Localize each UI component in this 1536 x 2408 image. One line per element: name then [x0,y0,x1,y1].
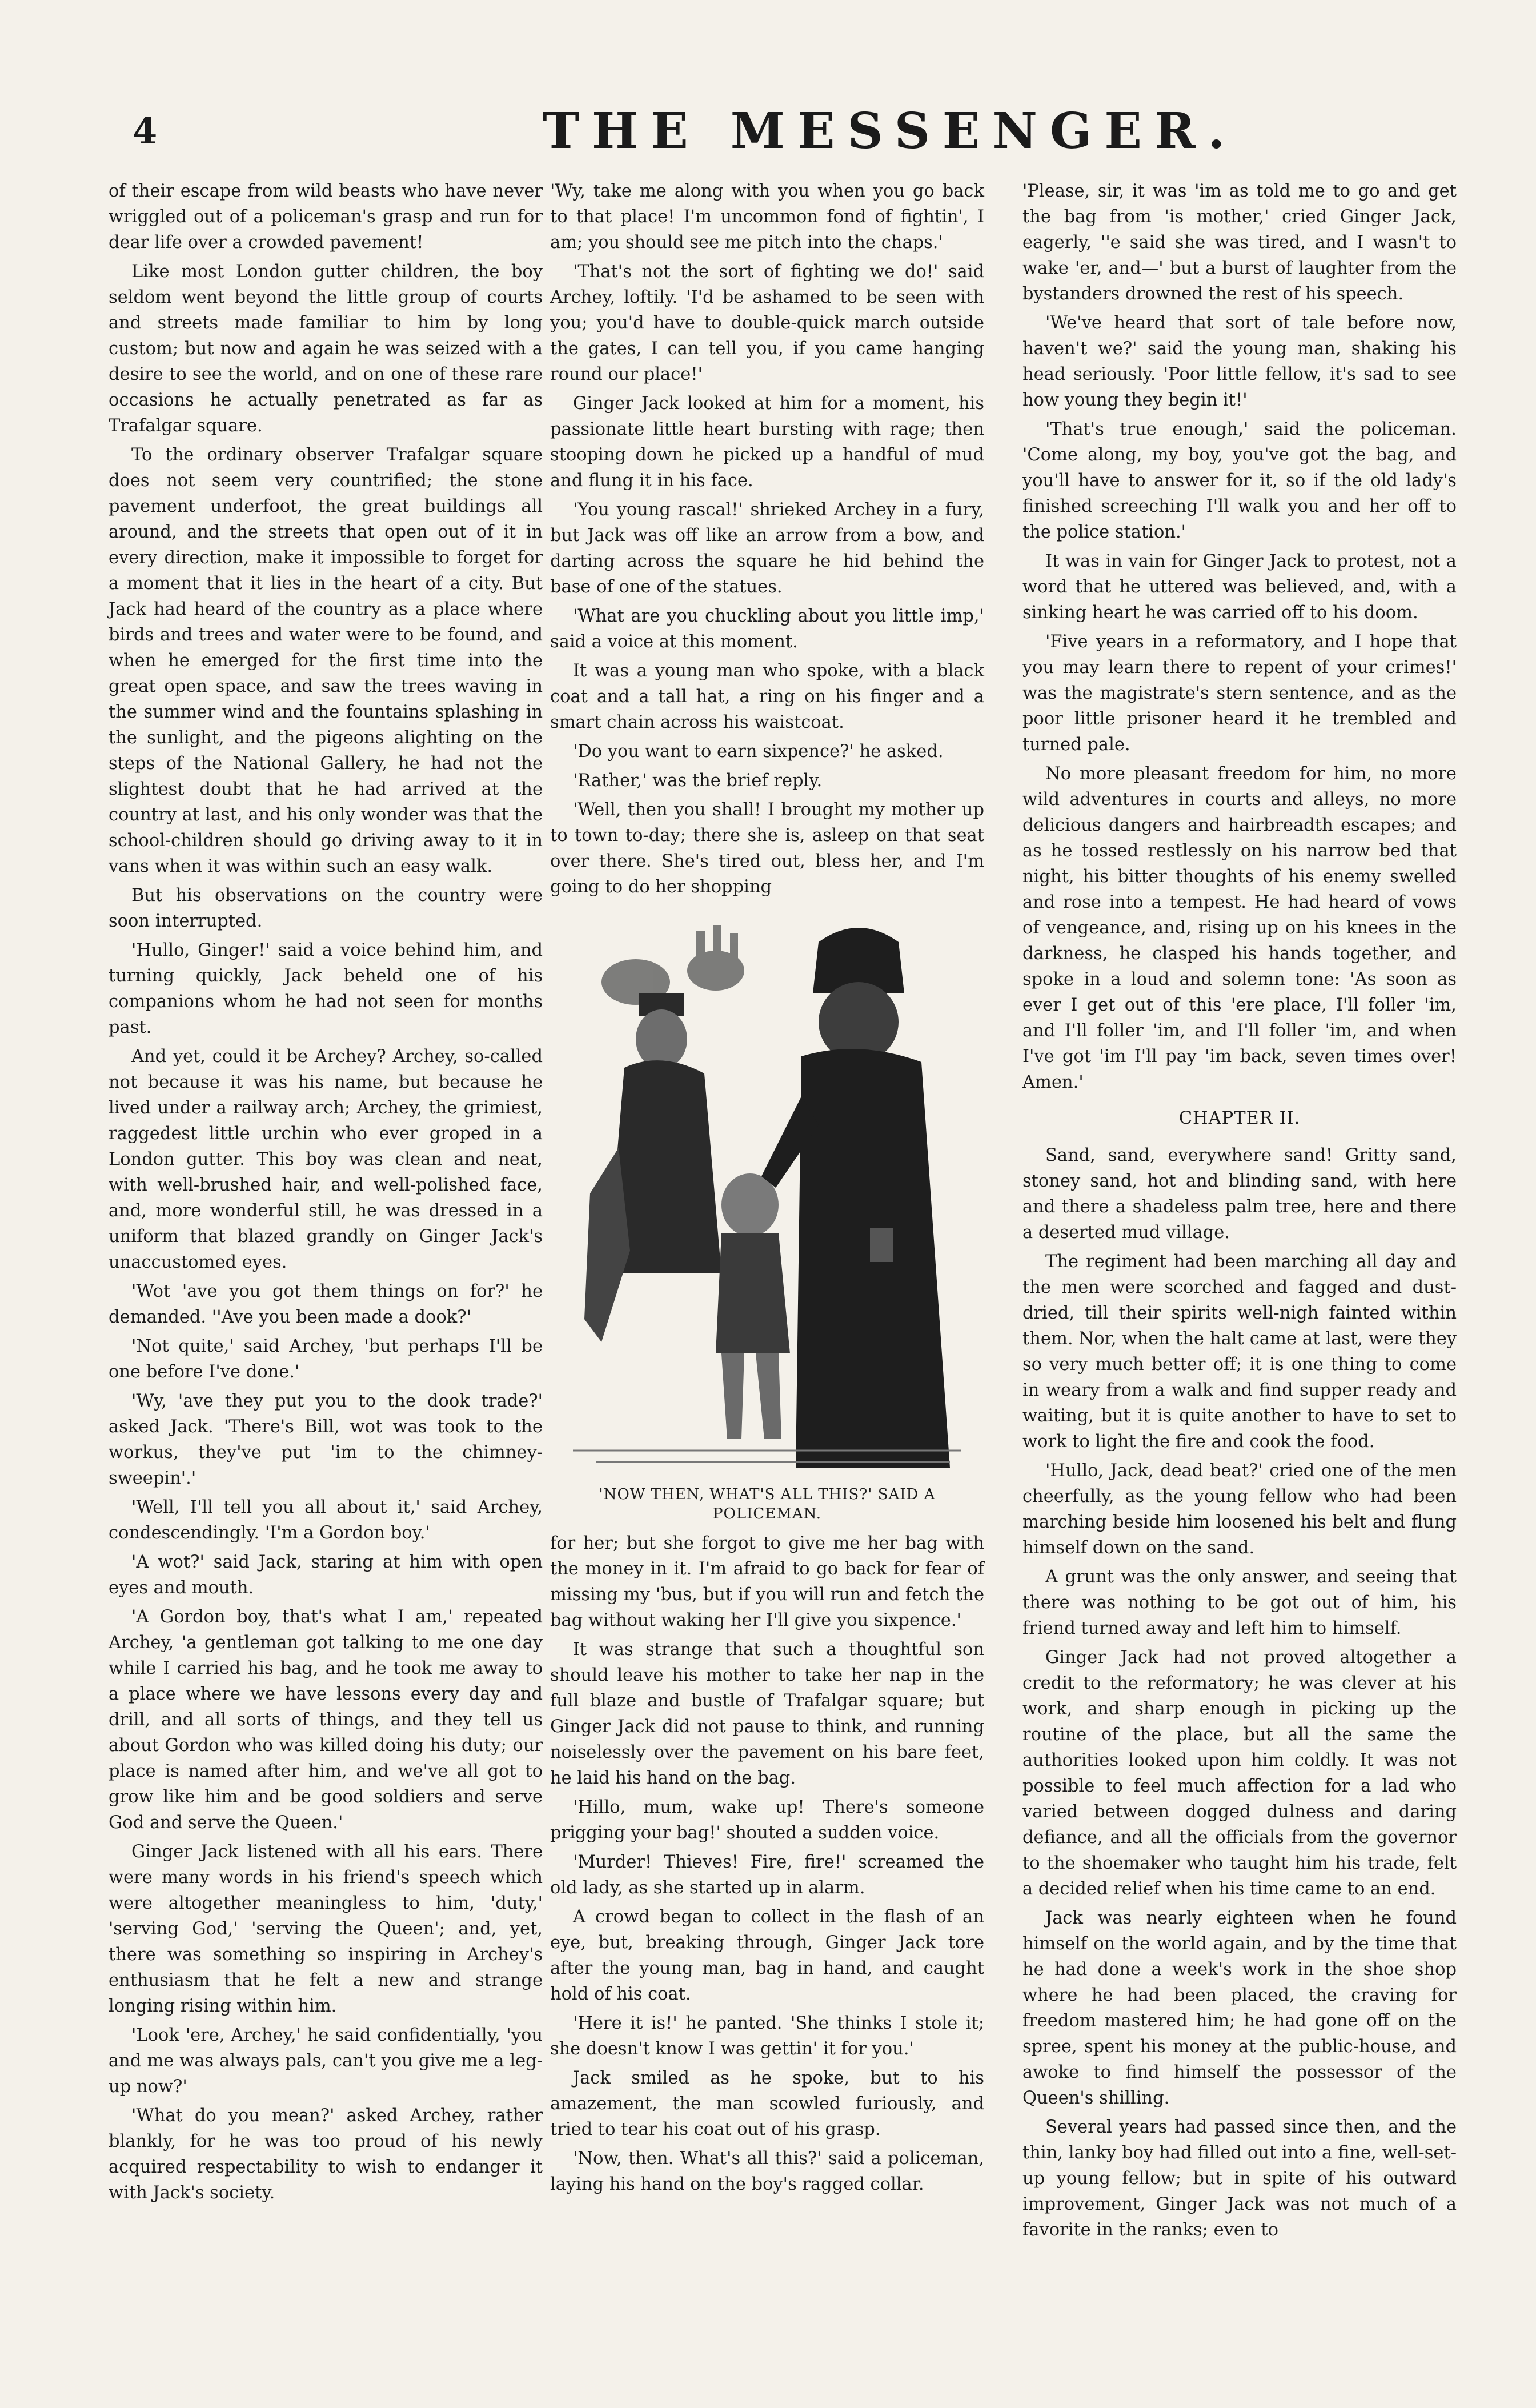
paragraph: 'Look 'ere, Archey,' he said confidentially, 'you and me was always pals, can't you give me a leg-up now?' [109,2025,543,2097]
paragraph: Ginger Jack listened with all his ears. There were many words in his friend's speech which were altogether meaningless to him, 'duty,' 'serving God,' 'serving the Queen'; and, yet, there was something so inspiring in Archey's enthusiasm that he felt a new and strange longing rising within him. [109,1842,543,2016]
paragraph: Like most London gutter children, the boy seldom went beyond the little group of courts and streets made familiar to him by long custom; but now and again he was seized with a desire to see the world, and on one of these rare occasions he actually penetrated as far as Trafalgar square. [109,262,543,436]
paragraph: It was a young man who spoke, with a black coat and a tall hat, a ring on his finger and a smart chain across his waistcoat. [550,661,984,732]
paragraph: But his observations on the country were soon interrupted. [109,886,543,931]
paragraph: 'Five years in a reformatory, and I hope that you may learn there to repent of your crimes!' was the magistrate's stern sentence, and as the poor little prisoner heard it he trembled and turned pale. [1022,632,1457,755]
paragraph: Ginger Jack had not proved altogether a credit to the reformatory; he was clever at his work, and sharp enough in picking up the routine of the place, but all the same the authorities looked upon him coldly. It was not possible to feel much affection for a lad who varied between dogged dulness and daring defiance, and all the officials from the governor to the shoemaker who taught him his trade, felt a decided relief when his time came to an end. [1022,1648,1457,1899]
paragraph: It was strange that such a thoughtful son should leave his mother to take her nap in the full blaze and bustle of Trafalgar square; but Ginger Jack did not pause to think, and running noiselessly over the pavement on his bare feet, he laid his hand on the bag. [550,1640,984,1788]
paragraph: 'Murder! Thieves! Fire, fire!' screamed the old lady, as she started up in alarm. [550,1852,984,1898]
paragraph: To the ordinary observer Trafalgar square does not seem very countrified; the stone pavement underfoot, the great buildings all around, and the streets that open out of it in every direction, make it impossible to forget for a moment that it lies in the heart of a city. But Jack had heard of the country as a place where birds and trees and water were to be found, and when he emerged for the first time into the great open space, and saw the trees waving in the summer wind and the fountains splashing in the sunlight, and the pigeons alighting on the steps of the National Gallery, he had not the slightest doubt that he had arrived at the country at last, and his only wonder was that the school-children should go driving away to it in vans when it was within such an easy walk. [109,445,543,876]
paragraph: 'Now, then. What's all this?' said a policeman, laying his hand on the boy's ragged collar. [550,2149,984,2194]
paragraph: 'Wot 'ave you got them things on for?' he demanded. ''Ave you been made a dook?' [109,1281,543,1327]
paragraph: 'Well, I'll tell you all about it,' said Archey, condescendingly. 'I'm a Gordon boy.' [109,1497,543,1543]
paragraph: A grunt was the only answer, and seeing that there was nothing to be got out of him, his friend turned away and left him to himself. [1022,1567,1457,1638]
paragraph: No more pleasant freedom for him, no more wild adventures in courts and alleys, no more delicious dangers and hairbreadth escapes; and as he tossed restlessly on his narrow bed that night, his bitter thoughts of his enemy swelled and rose into a tempest. He had heard of vows of vengeance, and, rising up on his knees in the darkness, he clasped his hands together, and spoke in a loud and solemn tone: 'As soon as ever I get out of this 'ere place, I'll foller 'im, and I'll foller 'im, and I'll foller 'im, and when I've got 'im I'll pay 'im back, seven times over! Amen.' [1022,764,1457,1092]
paragraph: for her; but she forgot to give me her bag with the money in it. I'm afraid to go back for fear of missing my 'bus, but if you will run and fetch the bag without waking her I'll give you sixpence.' [550,1533,984,1630]
paragraph: 'Hullo, Ginger!' said a voice behind him, and turning quickly, Jack beheld one of his companions whom he had not seen for months past. [109,940,543,1037]
paragraph: The regiment had been marching all day and the men were scorched and fagged and dust-dried, till their spirits well-nigh fainted within them. Nor, when the halt came at last, were they so very much better off; it is one thing to come in weary from a walk and find supper ready and waiting, but it is quite another to have to set to work to light the fire and cook the food. [1022,1252,1457,1452]
paragraph: 'What are you chuckling about you little imp,' said a voice at this moment. [550,606,984,652]
engraving-illustration [550,908,984,1479]
paragraph: 'We've heard that sort of tale before now, haven't we?' said the young man, shaking his head seriously. 'Poor little fellow, it's sad to see how young they begin it!' [1022,313,1457,410]
paragraph: 'You young rascal!' shrieked Archey in a fury, but Jack was off like an arrow from a bow, and darting across the square he hid behind the base of one of the statues. [550,500,984,597]
paragraph: Sand, sand, everywhere sand! Gritty sand, stoney sand, hot and blinding sand, with here and there a shadeless palm tree, here and there a deserted mud village. [1022,1145,1457,1243]
paragraph: 'Not quite,' said Archey, 'but perhaps I'll be one before I've done.' [109,1336,543,1382]
paragraph: 'Wy, take me along with you when you go back to that place! I'm uncommon fond of fightin', I am; you should see me pitch into the chaps.' [550,181,984,253]
paragraph: A crowd began to collect in the flash of an eye, but, breaking through, Ginger Jack tore after the young man, bag in hand, and caught hold of his coat. [550,1907,984,2004]
paragraph: 'Please, sir, it was 'im as told me to go and get the bag from 'is mother,' cried Ginger Jack, eagerly, ''e said she was tired, and I wasn't to wake 'er, and—' but a burst of laughter from the bystanders drowned the rest of his speech. [1022,181,1457,304]
paragraph: 'A wot?' said Jack, staring at him with open eyes and mouth. [109,1552,543,1598]
paragraph: 'Hullo, Jack, dead beat?' cried one of the men cheerfully, as the young fellow who had been marching beside him loosened his belt and flung himself down on the sand. [1022,1461,1457,1558]
column-3 [1022,178,1457,2246]
chapter-heading: CHAPTER II. [1178,1108,1301,1128]
paragraph: 'What do you mean?' asked Archey, rather blankly, for he was too proud of his newly acquired respectability to wish to endanger it with Jack's society. [109,2106,543,2203]
column-2 [550,178,984,2201]
paragraph: Jack smiled as he spoke, but to his amazement, the man scowled furiously, and tried to tear his coat out of his grasp. [550,2068,984,2139]
paragraph: 'That's not the sort of fighting we do!' said Archey, loftily. 'I'd be ashamed to be seen with you; you'd have to double-quick march outside the gates, I can tell you, if you came hanging round our place!' [550,262,984,384]
paragraph: 'That's true enough,' said the policeman. 'Come along, my boy, you've got the bag, and you'll have to answer for it, so if the old lady's finished screeching I'll walk you and her off to the police station.' [1022,419,1457,542]
paragraph: Jack was nearly eighteen when he found himself on the world again, and by the time that he had done a week's work in the shoe shop where he had been placed, the craving for freedom mastered him; he had gone off on the spree, spent his money at the public-house, and awoke to find himself the possessor of the Queen's shilling. [1022,1908,1457,2108]
paragraph: 'A Gordon boy, that's what I am,' repeated Archey, 'a gentleman got talking to me one day while I carried his bag, and he took me away to a place where we have lessons every day and drill, and all sorts of things, and they tell us about Gordon who was killed doing his duty; our place is named after him, and we've all got to grow like him and be good soldiers and serve God and serve the Queen.' [109,1607,543,1833]
paragraph: 'Hillo, mum, wake up! There's someone prigging your bag!' shouted a sudden voice. [550,1797,984,1843]
paragraph: 'Do you want to earn sixpence?' he asked. [573,742,944,762]
page-number: 4 [133,110,158,152]
paragraph: 'Rather,' was the brief reply. [573,771,823,791]
paragraph: It was in vain for Ginger Jack to protest, not a word that he uttered was believed, and, with a sinking heart he was carried off to his doom. [1022,551,1457,623]
paragraph: 'Here it is!' he panted. 'She thinks I stole it; she doesn't know I was gettin' it for you.' [550,2013,984,2059]
paragraph: And yet, could it be Archey? Archey, so-called not because it was his name, but because he lived under a railway arch; Archey, the grimiest, raggedest little urchin who ever groped in a London gutter. This boy was clean and neat, with well-brushed hair, and well-polished face, and, more wonderful still, he was dressed in a uniform that blazed grandly on Ginger Jack's unaccustomed eyes. [109,1047,543,1272]
illustration-policeman [550,908,984,1479]
masthead-title: THE MESSENGER. [543,102,1238,160]
paragraph: Ginger Jack looked at him for a moment, his passionate little heart bursting with rage; then stooping down he picked up a handful of mud and flung it in his face. [550,394,984,491]
page-header [0,102,1536,171]
paragraph: of their escape from wild beasts who have never wriggled out of a policeman's grasp and run for dear life over a crowded pavement! [109,181,543,253]
paragraph: Several years had passed since then, and the thin, lanky boy had filled out into a fine, well-set-up young fellow; but in spite of his outward improvement, Ginger Jack was not much of a favorite in the ranks; even to [1022,2117,1457,2240]
paragraph: 'Well, then you shall! I brought my mother up to town to-day; there she is, asleep on that seat over there. She's tired out, bless her, and I'm going to do her shopping [550,800,984,897]
column-1 [109,178,543,2209]
paragraph: 'Wy, 'ave they put you to the dook trade?' asked Jack. 'There's Bill, wot was took to the workus, they've put 'im to the chimney-sweepin'.' [109,1391,543,1488]
illustration-caption: 'NOW THEN, WHAT'S ALL THIS?' SAID A POLICEMAN. [599,1486,936,1522]
